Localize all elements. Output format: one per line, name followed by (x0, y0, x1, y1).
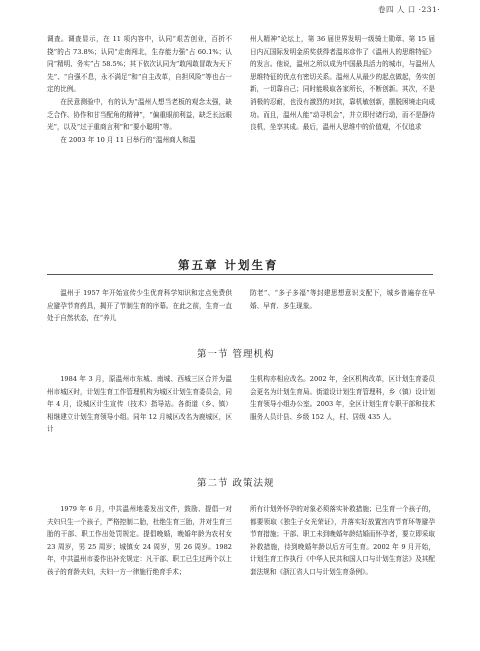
section-1-title: 第一节 管理机构 (197, 349, 275, 360)
section-1-left-column (47, 373, 232, 436)
paragraph: 温州于 1957 年开始宣传少生优育科学知识和定点免费供应避孕节育药具，揭开了节制生育的序幕。在此之前，生育一直处于自然状态，在“养儿 (47, 289, 232, 323)
section-2-right-column (250, 503, 435, 579)
chapter-intro-left-column (47, 287, 232, 325)
paragraph: 在民意测验中，有的认为“温州人想当老板的观念太强，缺乏合作、协作和甘当配角的精神”，“偏重眼前利益，缺乏长远眼光”，以及“过于重商言利”和“要小聪明”等。 (47, 97, 232, 132)
section-2-title: 第二节 政策法规 (197, 478, 275, 489)
paragraph: 所有计划外怀孕的对象必须落实补救措施；已生育一个孩子的，都要领取《独生子女光荣证》，并落实好放置宫内节育环等避孕节育措施；干部、职工未到晚婚年龄结婚而怀孕者，要立即采取补救措施，待到晚婚年龄以后方可生育。2002 年 9 月开始，计划生育工作执行《中华人民共和国人口与计划生育法》及其配套法规和《浙江省人口与计划生育条例》。 (250, 505, 435, 576)
paragraph: 防老”、“多子多福”等封建思想意识支配下，城乡普遍存在早婚、早育、多生现象。 (250, 289, 435, 310)
chapter-title: 第五章 计划生育 (178, 258, 279, 272)
intro-left-column (47, 33, 232, 146)
paragraph: 在 2003 年 10 月 11 日举行的“温州商人和温 (60, 135, 196, 144)
paragraph: 调查。调查显示，在 11 项内容中，认同“艰苦创业，百折不挠”的占 73.8%；认同“走南闯北，生存能力强”占 60.1%；认同“精明、务实”占 58.5%；其下依次认同为“敢闯敢冒敢为天下先”、“自强不息，永不满足”和“自主改革，自担风险”等也占一定的比例。 (47, 35, 232, 94)
paragraph: 1979 年 6 月，中共温州地委发出文件，鼓励、提倡一对夫妇只生一个孩子，严格控制二胎，杜绝生育三胎，并对生育三胎的干部、职工作出处罚规定。提倡晚婚，晚婚年龄为农村女 23 周岁，男 25 周岁；城镇女 24 周岁，男 26 周岁。1982 年，中共温州市委作出补充规定：凡干部、职工已生过两个以上孩子的育龄夫妇，夫妇一方一律施行绝育手术； (47, 505, 232, 576)
intro-right-column (250, 33, 435, 134)
paragraph: 1984 年 3 月，原温州市东城、南城、西城三区合并为温州市城区时，计划生育工作管理机构为城区计划生育委员会，同年 4 月，设城区计生宣传（技术）指导站。各街道（乡、镇）相继建立计划生育领导小组。同年 12 月城区改名为鹿城区，区计 (47, 375, 232, 434)
running-header: 卷四 人 口 ·231· (378, 5, 441, 14)
chapter-intro-right-column (250, 287, 435, 312)
paragraph: 州人精神”论坛上，第 36 届世界发明一级骑士勋章、第 15 届日内瓦国际发明金质奖获得者温邦彦作了《温州人的思维特征》的发言。他说，温州之所以成为中国最具活力的城市，与温州人思维特征的优点有密切关系。温州人从最少的起点做起，务实创新，一切靠自己；同时能吸取各家所长，不断创新。其次，不是消极的忍耐，也没有激烈的对抗，靠机敏创新，摆脱困境走向成功。而且，温州人能“动寻机会”，并立即付诸行动，而不是静待良机，坐享其成。最后，温州人思维中的价值观，不仅追求 (250, 35, 435, 132)
chapter-rule (47, 274, 433, 275)
section-1-right-column (250, 373, 435, 423)
section-2-left-column (47, 503, 232, 579)
paragraph: 生机构亦相应改名。2002 年，全区机构改革，区计划生育委员会更名为计划生育局。街道设计划生育管理科，乡（镇）设计划生育领导小组办公室。2003 年，全区计划生育专职干部和技术服务人员计县、乡级 152 人，村、居级 435 人。 (250, 375, 435, 421)
